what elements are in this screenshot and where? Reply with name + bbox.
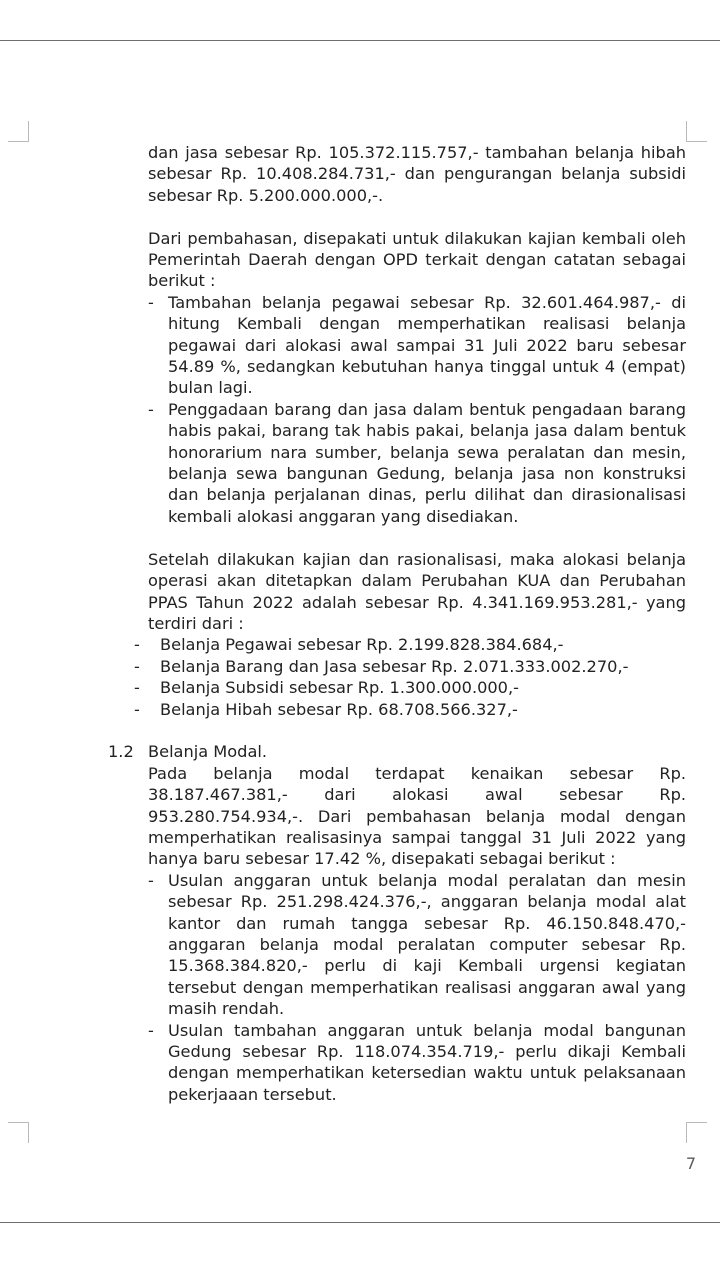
list-item: - Tambahan belanja pegawai sebesar Rp. 32.601.464.987,- di hitung Kembali dengan memperhatikan realisasi belanja pegawai dari alokasi awal sampai 31 Juli 2022 baru sebesar 54.89 %, sedangkan kebutuhan hanya tinggal untuk 4 (empat) bulan lagi. bbox=[148, 292, 686, 399]
crop-mark-top-left bbox=[8, 121, 29, 142]
list-item: - Belanja Subsidi sebesar Rp. 1.300.000.000,- bbox=[134, 677, 686, 698]
crop-mark-bottom-left bbox=[8, 1122, 29, 1143]
page-bottom-border bbox=[0, 1222, 720, 1223]
list-item: - Usulan anggaran untuk belanja modal peralatan dan mesin sebesar Rp. 251.298.424.376,-, anggaran belanja modal alat kantor dan rumah tangga sebesar Rp. 46.150.848.470,- anggaran belanja modal peralatan computer sebesar Rp. 15.368.384.820,- perlu di kaji Kembali urgensi kegiatan tersebut dengan memperhatikan realisasi anggaran awal yang masih rendah. bbox=[148, 870, 686, 1020]
section-title: Belanja Modal. bbox=[148, 742, 268, 762]
capital-spending-list bbox=[148, 870, 686, 1105]
document-body bbox=[108, 142, 686, 1105]
list-item: - Belanja Pegawai sebesar Rp. 2.199.828.384.684,- bbox=[134, 634, 686, 655]
crop-mark-bottom-right bbox=[686, 1122, 707, 1143]
section-heading bbox=[108, 741, 686, 762]
list-item: - Belanja Barang dan Jasa sebesar Rp. 2.071.333.002.270,- bbox=[134, 656, 686, 677]
list-item: - Belanja Hibah sebesar Rp. 68.708.566.327,- bbox=[134, 699, 686, 720]
crop-mark-top-right bbox=[686, 121, 707, 142]
continuation-paragraph: dan jasa sebesar Rp. 105.372.115.757,- tambahan belanja hibah sebesar Rp. 10.408.284.731,- dan pengurangan belanja subsidi sebesar Rp. 5.200.000.000,-. bbox=[148, 143, 686, 205]
agreement-paragraph: Dari pembahasan, disepakati untuk dilakukan kajian kembali oleh Pemerintah Daerah dengan OPD terkait dengan catatan sebagai berikut : bbox=[148, 228, 686, 291]
capital-spending-paragraph: Pada belanja modal terdapat kenaikan sebesar Rp. 38.187.467.381,- dari alokasi awal sebesar Rp. 953.280.754.934,-. Dari pembahasan belanja modal dengan memperhatikan realisasinya sampai tanggal 31 Juli 2022 yang hanya baru sebesar 17.42 %, disepakati sebagai berikut : bbox=[148, 763, 686, 869]
page-number: 7 bbox=[685, 1154, 696, 1173]
spending-breakdown-list bbox=[134, 634, 686, 720]
list-item: - Penggadaan barang dan jasa dalam bentuk pengadaan barang habis pakai, barang tak habis pakai, belanja jasa dalam bentuk honorarium nara sumber, belanja sewa peralatan dan mesin, belanja sewa bangunan Gedung, belanja jasa non konstruksi dan belanja perjalanan dinas, perlu dilihat dan dirasionalisasi kembali alokasi anggaran yang disediakan. bbox=[148, 399, 686, 527]
section-number: 1.2 bbox=[108, 742, 134, 762]
list-item: - Usulan tambahan anggaran untuk belanja modal bangunan Gedung sebesar Rp. 118.074.354.719,- perlu dikaji Kembali dengan memperhatikan ketersedian waktu untuk pelaksanaan pekerjaaan tersebut. bbox=[148, 1020, 686, 1106]
agreement-list bbox=[148, 292, 686, 527]
page-top-border bbox=[0, 40, 720, 41]
rationalization-paragraph: Setelah dilakukan kajian dan rasionalisasi, maka alokasi belanja operasi akan ditetapkan dalam Perubahan KUA dan Perubahan PPAS Tahun 2022 adalah sebesar Rp. 4.341.169.953.281,- yang terdiri dari : bbox=[148, 549, 686, 633]
